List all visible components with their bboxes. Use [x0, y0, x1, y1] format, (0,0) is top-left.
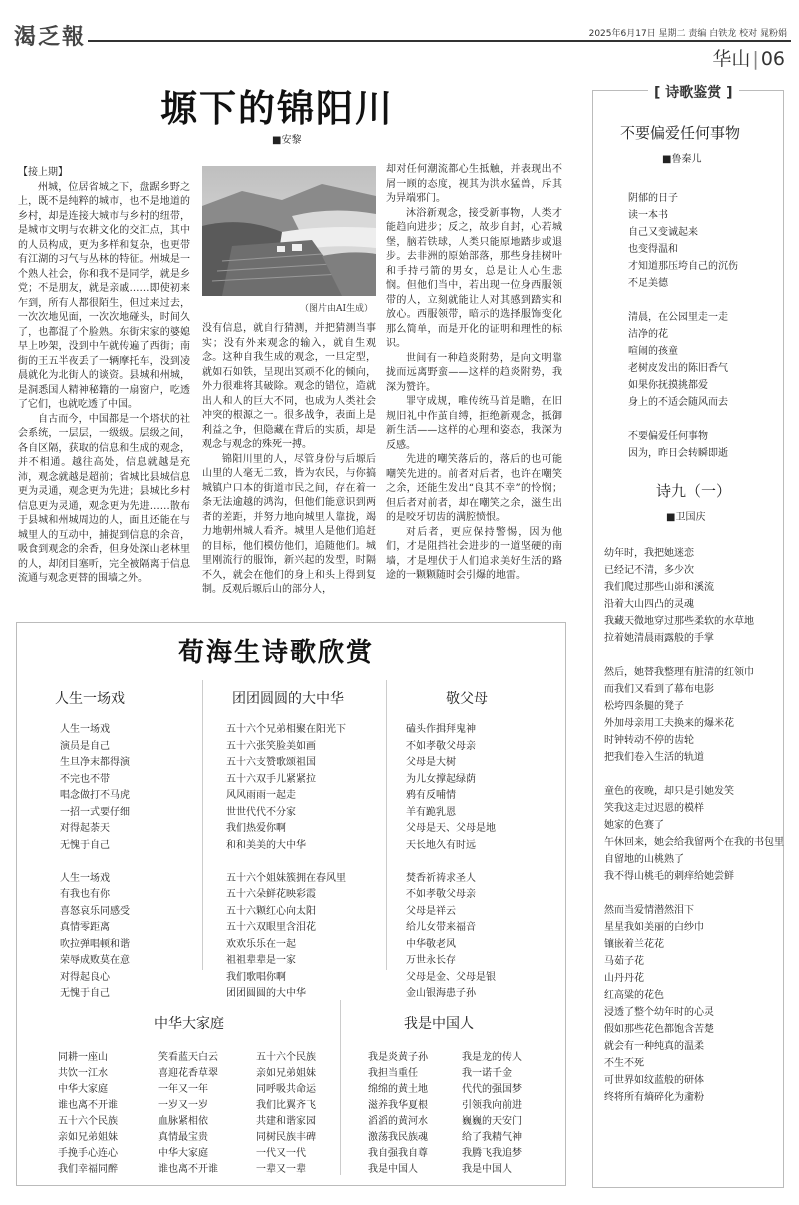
- poem-line: 荣辱成败莫在意: [60, 955, 130, 966]
- feature-poem-body: [60, 722, 130, 1003]
- paragraph: 先进的嘲笑落后的，落后的也可能嘲笑先进的。前者对后者，也许在嘲笑之余，还能生发出“良其不幸”的怜悯；但后者对前者，却在嘲笑之余，滋生出的是咬牙切齿的满腔愤恨。: [386, 454, 562, 523]
- sidebar-section-label: [648, 82, 739, 102]
- poem-line: 父母是天、父母是地: [406, 823, 496, 834]
- poem-line: 沿着大山四凸的灵魂: [604, 599, 694, 610]
- poem-line: 镶嵌着兰花花: [604, 939, 664, 950]
- poem-line: 引领我向前进: [462, 1100, 522, 1111]
- poem-line: 才知道那压垮自己的沉伤: [628, 261, 738, 272]
- poem-line: 中华大家庭: [158, 1148, 208, 1159]
- bracket-right-icon: ]: [721, 85, 733, 101]
- sidebar-poem-1-title: 不要偏爱任何事物: [620, 124, 741, 142]
- stanza-break: [604, 766, 784, 783]
- stanza-break: [226, 854, 346, 871]
- poem-line: 终将所有熵碎化为齑粉: [604, 1092, 704, 1103]
- poem-line: 有我也有你: [60, 889, 110, 900]
- poem-line: 假如那些花色都饱含苦楚: [604, 1024, 714, 1035]
- poem-line: 不完也不带: [60, 773, 110, 785]
- poem-line: 一年又一年: [158, 1084, 208, 1095]
- poem-line: 天长地久有时远: [406, 839, 476, 851]
- poem-line: 五十六双眼里含泪花: [226, 922, 316, 933]
- poem-line: 我是炎黄子孙: [368, 1052, 428, 1063]
- poem-line: 生旦净末都得演: [60, 757, 130, 768]
- poem-line: 也变得温和: [628, 244, 678, 255]
- poem-line: 人生一场戏: [60, 724, 110, 735]
- poem-line: 巍巍的天安门: [462, 1116, 522, 1127]
- feature-divider: [202, 680, 203, 970]
- poem-line: 午休回来，她会给我留两个在我的书包里: [604, 837, 784, 848]
- poem-line: 喧闹的孩童: [628, 346, 678, 357]
- stanza-break: [60, 854, 130, 871]
- poem-line: 我们幸福同醉: [58, 1164, 118, 1175]
- poem-line: 同耕一座山: [58, 1052, 108, 1063]
- poem-line: 演员是自己: [60, 740, 110, 752]
- poem-line: 真情最宝贵: [158, 1132, 208, 1143]
- poem-line: 我担当重任: [368, 1068, 418, 1079]
- poem-line: 手挽手心连心: [58, 1148, 118, 1159]
- poem-line: 五十六支赞歌颂祖国: [226, 757, 316, 768]
- poem-line: 我腾飞我追梦: [462, 1148, 522, 1159]
- poem-line: 团团圆圆的大中华: [226, 988, 306, 999]
- article-column-1: [18, 166, 190, 587]
- poem-line: 谁也离不开谁: [158, 1164, 218, 1175]
- poem-line: 代代的强国梦: [462, 1084, 522, 1095]
- poem-line: 一招一式要仔细: [60, 806, 130, 818]
- feature-poem-title: 团团圆圆的大中华: [232, 691, 344, 707]
- stanza-break: [406, 854, 496, 871]
- poem-line: 五十六张笑脸美如画: [226, 740, 316, 752]
- feature-poem-body: [226, 722, 346, 1003]
- poem-line: 无愧于自己: [60, 988, 110, 999]
- poem-line: 五十六个姐妹簇拥在春风里: [226, 872, 346, 884]
- poem-line: 松垮四条腿的凳子: [604, 701, 684, 712]
- paragraph: 对后者，更应保持警惕，因为他们，才是阻挡社会进步的一道坚硬的南墙，才是埋伏于人们追求美好生活的路途的一颗颗随时会引爆的地雷。: [386, 526, 562, 581]
- feature-poem-title: 敬父母: [446, 691, 488, 707]
- poem-line: 中华敬老风: [406, 938, 456, 950]
- poem-line: 洁净的花: [628, 329, 668, 340]
- poem-line: 山丹丹花: [604, 973, 644, 984]
- poem-line: 对得起良心: [60, 971, 110, 983]
- poem-line: 笑看蓝天白云: [158, 1052, 218, 1063]
- page-number: 06: [760, 48, 785, 70]
- poem-line: 父母是大树: [406, 757, 456, 768]
- poem-line: 我一诺千金: [462, 1068, 512, 1079]
- river-landscape-illustration: [202, 166, 376, 296]
- poem-line: 金山银海患子孙: [406, 988, 476, 999]
- bracket-left-icon: [: [654, 85, 666, 101]
- poem-line: 亲如兄弟姐妹: [58, 1132, 118, 1143]
- poem-line: 已经记不清，多少次: [604, 565, 694, 576]
- poem-line: 磕头作揖拜鬼神: [406, 724, 476, 735]
- paragraph: 却对任何潮流都心生抵触，并表现出不屑一顾的态度，视其为洪水猛兽，斥其为异端邪门。: [386, 164, 562, 204]
- poem-line: 绵绵的黄土地: [368, 1084, 428, 1095]
- stanza-break: [604, 647, 784, 664]
- poem-line: 一岁又一岁: [158, 1100, 208, 1111]
- poem-line: 而我们又看到了幕布电影: [604, 684, 714, 695]
- article-column-2: [202, 322, 376, 598]
- section-label-text: 诗歌鉴赏: [665, 85, 722, 101]
- sidebar-poem-2-title: 诗九（一）: [656, 482, 732, 500]
- paragraph: 自古而今，中国都是一个塔状的社会系统，一层层，一级级。层级之间，各自区隔，获取的信息和生成的观念，并不相通。越往高处，信息就越是充沛，观念就越是超前；省城比县城信息更为灵通，观念更为先进；县城比乡村信息更为灵通，观念更为先进……散布于县城和州城周边的人，面且还能在与城里人的互动中，捕捉到信息的余音，吸食到观念的余香，但身处深山老林里的人，却闭目塞听，完全被隔离于信息流通与观念更替的围墙之外。: [18, 413, 190, 584]
- poem-line: 鸦有反哺情: [406, 790, 456, 801]
- poem-line: 马茹子花: [604, 956, 644, 967]
- poem-line: 不生不死: [604, 1058, 644, 1069]
- page-label-separator: |: [752, 48, 759, 70]
- paragraph: 锦阳川里的人，尽管身份与后塬后山里的人毫无二致，皆为农民，与你搞城镇户口本的街道市民之间，存在着一条无法逾越的鸿沟，但他们能意识到两者的差距，并努力地向城里人靠拢，竭力地朝州城人看齐。城里人是他们追赶的目标，他们模仿他们，追随他们。城里刚流行的服饰，新兴起的发型，时隔不久，就会在他们的身上和头上得到复制。反观后塬后山的部分人，: [202, 453, 376, 595]
- poem-line: 羊有跪乳恩: [406, 806, 456, 818]
- poem-line: 中华大家庭: [58, 1084, 108, 1095]
- poem-line: 可世界如纹蓝般的研体: [604, 1075, 704, 1086]
- stanza-break: [628, 292, 738, 309]
- poem-line: 祖祖辈辈是一家: [226, 955, 296, 966]
- poem-line: 五十六个兄弟相聚在阳光下: [226, 724, 346, 735]
- poem-line: 阴郁的日子: [628, 193, 678, 204]
- date-editor-line: 2025年6月17日 星期二 责编 白铁龙 校对 晁粉娟: [588, 29, 787, 39]
- poem-line: 真情零距离: [60, 922, 110, 933]
- poem-line: 童色的夜晚，却只是引她发笑: [604, 786, 734, 797]
- paragraph: 罪守成规，唯传统马首是瞻，在旧规旧礼中作茧自缚，拒绝新观念，抵御新生活——这样的心理和姿态，我深为反感。: [386, 396, 562, 451]
- poem-line: 给了我精气神: [462, 1132, 522, 1143]
- poem-line: 身上的不适会随风而去: [628, 397, 728, 408]
- poem-line: 我不得山桃毛的刺痒给她尝鲜: [604, 871, 734, 882]
- photo-caption: （图片由AI生成）: [300, 304, 374, 314]
- page-name: 华山: [712, 48, 751, 70]
- poem-line: 血脉紧相依: [158, 1116, 208, 1127]
- poem-line: 我是中国人: [368, 1164, 418, 1175]
- poem-line: 父母是祥云: [406, 905, 456, 917]
- poem-line: 我是中国人: [462, 1164, 512, 1175]
- poem-line: 因为，昨日会转瞬即逝: [628, 448, 728, 459]
- feature-poem-title: 中华大家庭: [154, 1016, 224, 1032]
- poem-line: 人生一场戏: [60, 872, 110, 884]
- poem-line: 一辈又一辈: [256, 1164, 306, 1175]
- poem-line: 我是龙的传人: [462, 1052, 522, 1063]
- feature-poem-body: [58, 1050, 118, 1178]
- poem-line: 然而当爱情潜然泪下: [604, 905, 694, 916]
- feature-poem-body: [368, 1050, 428, 1178]
- paragraph: 沐浴新观念，接受新事物，人类才能趋向进步；反之，故步自封，心若城堡，脑若铁球，人类只能原地踏步或退步。去非洲的原始部落，那些身挂树叶和手持弓箭的男女，总是让人心生悲悯。但他们当中，若出现一位身西服领带的人，立刻就能让人对其感到踏实和放心。西服领带，暗示的选择服饰变化那么简单，而是开化的证明和理性的标识。: [386, 207, 562, 349]
- poem-line: 为儿女撑起绿荫: [406, 773, 476, 785]
- poem-line: 我们爬过那些山峁和溪流: [604, 582, 714, 593]
- poem-line: 就会有一种纯真的温柔: [604, 1041, 704, 1052]
- poem-line: 吹拉弹唱顿和谐: [60, 938, 130, 950]
- article-author: ■安黎: [272, 135, 302, 146]
- poem-line: 外加母亲用工夫换来的爆米花: [604, 718, 734, 729]
- poem-line: 我们热爱你啊: [226, 823, 286, 834]
- article-column-3: [386, 163, 562, 584]
- poem-line: 滔滔的黄河水: [368, 1116, 428, 1127]
- paragraph: 州城，位居省城之下，盘踞乡野之上，既不是纯粹的城市，也不是地道的乡村，却是连接大城市与乡村的纽带，是城市文明与农耕文化的交汇点，其中的人员构成，更为多样和复杂，也更带有江湖的习气与丛林的特征。州城是一个熟人社会，你和我不是同学，就是乡党；不是朋友，就是亲戚……即使初来乍到，所有人都很陌生，但过来过去，一次次地见面，一次次地碰头，时间久了，也都混了个脸熟。东街宋家的婆媳早上吵架，没到中午就传遍了西街；南街的王五半夜丢了一辆摩托车，没到凌晨就化为北街人的谈资。县城和州城，是洞悉国人精神秘籍的一扇窗户，吃透了它们，也就吃透了中国。: [18, 181, 190, 410]
- header-divider: [88, 40, 791, 42]
- poem-line: 读一本书: [628, 210, 668, 221]
- paragraph: 世间有一种趋炎附势，是向文明靠拢而远离野蛮——这样的趋炎附势，我深为赞许。: [386, 352, 562, 393]
- poem-line: 喜迎花香草翠: [158, 1068, 218, 1079]
- poem-line: 风风雨雨一起走: [226, 790, 296, 801]
- poem-line: 同树民族丰碑: [256, 1132, 316, 1143]
- sidebar-poem-1-author: ■鲁秦儿: [662, 154, 702, 165]
- article-title: 塬下的锦阳川: [160, 86, 394, 130]
- poem-line: 滋养我华夏根: [368, 1100, 428, 1111]
- poem-line: 同呼吸共命运: [256, 1084, 316, 1095]
- paragraph: 没有信息，就自行猜测，并把猜测当事实；没有外来观念的输入，就自生观念。这种自我生成的观念，一旦定型，就如石如铁，呈现出冥顽不化的倾向，外力很难将其破除。观念的错位，造就出人和人的巨大不同，也成为人类社会冲突的根源之一。很多战争，表面上是利益之争，但隐藏在背后的实质，却是观念与观念的殊死一搏。: [202, 323, 376, 450]
- poem-line: 共饮一江水: [58, 1068, 108, 1079]
- newspaper-masthead: 渴乏報: [14, 24, 87, 50]
- poem-line: 老树皮发出的陈旧香气: [628, 363, 728, 374]
- poem-line: 五十六颗红心向太阳: [226, 905, 316, 917]
- poem-line: 共建和谐家园: [256, 1116, 316, 1127]
- poem-line: 万世永长存: [406, 955, 456, 966]
- sidebar-poem-2-author: ■卫国庆: [666, 512, 706, 523]
- stanza-break: [604, 885, 784, 902]
- feature-poem-title: 人生一场戏: [55, 691, 125, 707]
- sidebar-poem-1-body: [628, 190, 738, 462]
- poem-line: 一代又一代: [256, 1148, 306, 1159]
- poem-line: 我藏天微地穿过那些柔软的水草地: [604, 616, 754, 627]
- poem-line: 不如孝敬父母亲: [406, 889, 476, 900]
- feature-poem-title: 我是中国人: [404, 1016, 474, 1032]
- feature-poem-body: [256, 1050, 316, 1178]
- feature-poem-body: [158, 1050, 218, 1178]
- feature-poem-body: [462, 1050, 522, 1178]
- poem-line: 五十六朵鲜花映彩霞: [226, 889, 316, 900]
- poem-line: 给儿女带来福音: [406, 922, 476, 933]
- poem-line: 欢欢乐乐在一起: [226, 938, 296, 950]
- poem-line: 把我们卷入生活的轨道: [604, 752, 704, 763]
- poem-line: 父母是金、父母是银: [406, 971, 496, 983]
- poem-line: 亲如兄弟姐妹: [256, 1068, 316, 1079]
- poem-line: 红高粱的花色: [604, 990, 664, 1001]
- poem-line: 幼年时，我把她迷恋: [604, 548, 694, 559]
- poem-line: 不足美德: [628, 278, 668, 289]
- poem-line: 和和美美的大中华: [226, 839, 306, 851]
- poem-line: 自己又变诚起来: [628, 227, 698, 238]
- poem-line: 如果你抚摸挑都爱: [628, 380, 708, 391]
- feature-title: 荀海生诗歌欣赏: [178, 638, 375, 668]
- poem-line: 对得起荼天: [60, 823, 110, 834]
- poem-line: 她家的色赛了: [604, 820, 664, 831]
- article-photo: [202, 166, 376, 296]
- poem-line: 清晨，在公园里走一走: [628, 312, 728, 323]
- poem-line: 激荡我民族魂: [368, 1132, 428, 1143]
- poem-line: 不要偏爱任何事物: [628, 431, 708, 442]
- poem-line: 世世代代不分家: [226, 806, 296, 818]
- poem-line: 唱念做打不马虎: [60, 790, 130, 801]
- poem-line: 喜怒哀乐同感受: [60, 905, 130, 917]
- poem-line: 五十六个民族: [256, 1052, 316, 1063]
- poem-line: 拉着她清晨雨露般的手掌: [604, 633, 714, 644]
- feature-divider: [386, 680, 387, 970]
- poem-line: 时钟转动不停的齿轮: [604, 735, 694, 746]
- poem-line: 五十六双手儿紧紧拉: [226, 773, 316, 785]
- page-label: [712, 44, 785, 71]
- poem-line: 星星我如美丽的白纱巾: [604, 922, 704, 933]
- sidebar-poem-2-body: [604, 545, 784, 1106]
- poem-line: 我们歌唱你啊: [226, 971, 286, 983]
- poem-line: 五十六个民族: [58, 1116, 118, 1127]
- poem-line: 笑我这走过迟恩的模样: [604, 803, 704, 814]
- poem-line: 我自强我自尊: [368, 1148, 428, 1159]
- poem-line: 我们比翼齐飞: [256, 1100, 316, 1111]
- poem-line: 谁也离不开谁: [58, 1100, 118, 1111]
- poem-line: 焚香祈祷求圣人: [406, 872, 476, 884]
- poem-line: 无愧于自己: [60, 839, 110, 851]
- poem-line: 浸透了整个幼年时的心灵: [604, 1007, 714, 1018]
- feature-poem-body: [406, 722, 496, 1003]
- poem-line: 然后，她替我整理有脏清的红领巾: [604, 667, 754, 678]
- continued-marker: 【接上期】: [18, 167, 68, 178]
- poem-line: 自留地的山桃熟了: [604, 854, 684, 865]
- feature-divider: [340, 1000, 341, 1175]
- poem-line: 不如孝敬父母亲: [406, 740, 476, 752]
- stanza-break: [628, 411, 738, 428]
